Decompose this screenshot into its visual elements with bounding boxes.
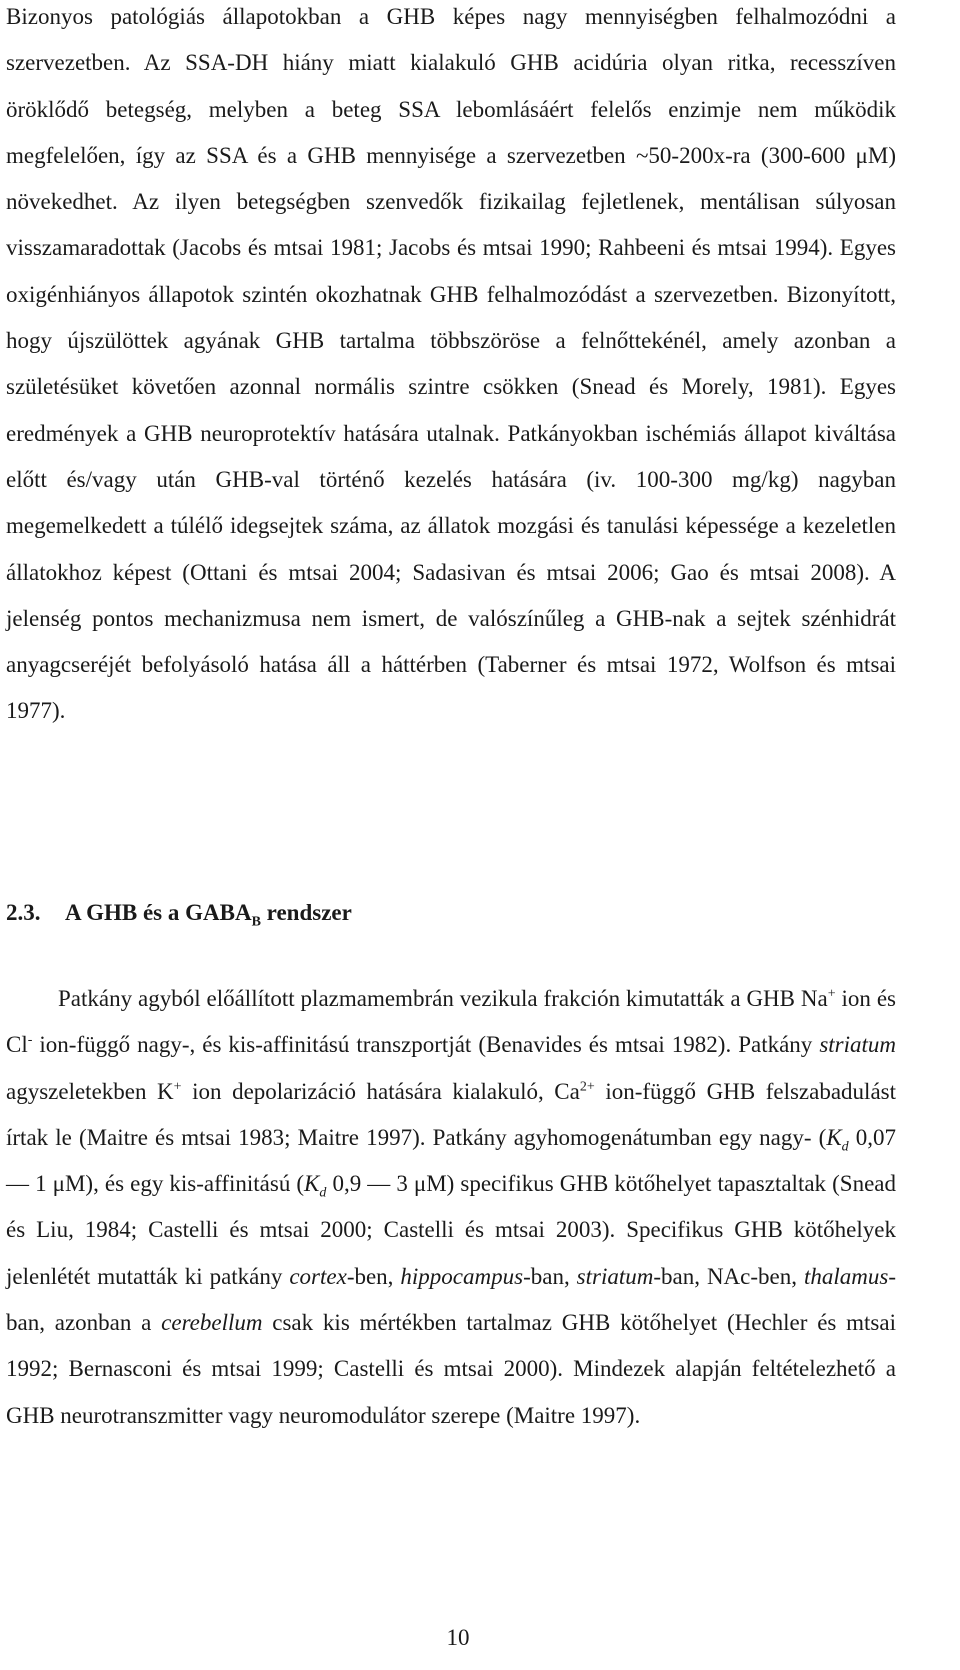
italic-term: cerebellum bbox=[161, 1310, 263, 1336]
superscript: 2+ bbox=[579, 1078, 595, 1094]
section-title-subscript: B bbox=[251, 914, 261, 930]
italic-term: striatum bbox=[819, 1032, 896, 1058]
text-run: 0,07 — 1 μM), és egy kis-affinitású ( bbox=[6, 1124, 897, 1197]
section-title-end: rendszer bbox=[260, 900, 352, 925]
italic-symbol: K bbox=[826, 1124, 842, 1150]
page-number: 10 bbox=[446, 1625, 470, 1650]
text-run: ion-függő GHB felszabadulást írtak le (Maitre és mtsai 1983; Maitre 1997). Patkány agyhomogenátumban egy nagy- ( bbox=[6, 1078, 896, 1150]
italic-term: hippocampus bbox=[400, 1263, 524, 1289]
text-run: ion depolarizáció hatására kialakuló, Ca bbox=[181, 1078, 580, 1104]
text-run: Patkány agyból előállított plazmamembrán vezikula frakción kimutatták a GHB Na bbox=[58, 986, 828, 1011]
section-heading bbox=[6, 898, 896, 928]
italic-subscript: d bbox=[319, 1185, 327, 1201]
italic-term: cortex bbox=[289, 1263, 347, 1289]
text-run: 0,9 — 3 μM) specifikus GHB kötőhelyet tapasztaltak (Snead és Liu, 1984; Castelli és mtsai 2000; Castelli és mtsai 2003). Specifikus GHB kötőhelyek jelenlétét mutatták ki patkány bbox=[6, 1171, 896, 1289]
text-run: -ben, bbox=[346, 1263, 401, 1289]
text-run: csak kis mértékben tartalmaz GHB kötőhelyet (Hechler és mtsai 1992; Bernasconi és mtsai 1999; Castelli és mtsai 2000). Mindezek alapján feltételezhető a GHB neurotranszmitter vagy neuromodulátor szerepe (Maitre 1997). bbox=[6, 1310, 896, 1428]
paragraph-ghb-binding bbox=[6, 976, 896, 1439]
text-run: -ban, azonban a bbox=[6, 1263, 896, 1336]
italic-term: striatum bbox=[576, 1263, 654, 1289]
italic-symbol: K bbox=[304, 1171, 320, 1197]
paragraph-text: Bizonyos patológiás állapotokban a GHB képes nagy mennyiségben felhalmozódni a szervezetben. Az SSA-DH hiány miatt kialakuló GHB acidúria olyan ritka, recesszíven öröklődő betegség, melyben a beteg SSA lebomlásáért felelős enzimje nem működik megfelelően, így az SSA és a GHB mennyisége a szervezetben ~50-200x-ra (300-600 μM) növekedhet. Az ilyen betegségben szenvedők fizikailag fejletlenek, mentálisan súlyosan visszamaradottak (Jacobs és mtsai 1981; Jacobs és mtsai 1990; Rahbeeni és mtsai 1994). Egyes oxigénhiányos állapotok szintén okozhatnak GHB felhalmozódást a szervezetben. Bizonyított, hogy újszülöttek agyának GHB tartalma többszöröse a felnőttekénél, amely azonban a születésüket követően azonnal normális szintre csökken (Snead és Morely, 1981). Egyes eredmények a GHB neuroprotektív hatására utalnak. Patkányokban ischémiás állapot kiváltása előtt és/vagy után GHB-val történő kezelés hatására (iv. 100-300 mg/kg) nagyban megemelkedett a túlélő idegsejtek száma, az állatok mozgási és tanulási képessége a kezeletlen állatokhoz képest (Ottani és mtsai 2004; Sadasivan és mtsai 2006; Gao és mtsai 2008). A jelenség pontos mechanizmusa nem ismert, de valószínűleg a GHB-nak a sejtek szénhidrát anyagcseréjét befolyásoló hatása áll a háttérben (Taberner és mtsai 1972, Wolfson és mtsai 1977). bbox=[6, 4, 896, 724]
superscript: - bbox=[27, 1032, 33, 1048]
superscript: + bbox=[827, 986, 836, 1002]
text-run: ion és Cl bbox=[6, 986, 896, 1058]
text-run: agyszeletekben K bbox=[6, 1078, 174, 1104]
paragraph-ghb-pathology bbox=[6, 0, 896, 735]
italic-term: thalamus bbox=[803, 1263, 889, 1289]
italic-subscript: d bbox=[841, 1139, 849, 1155]
text-run: -ban, NAc-ben, bbox=[653, 1263, 804, 1289]
superscript: + bbox=[173, 1078, 182, 1094]
text-run: ion-függő nagy-, és kis-affinitású transzportját (Benavides és mtsai 1982). Patkány bbox=[32, 1032, 820, 1058]
text-run: -ban, bbox=[523, 1263, 577, 1289]
document-page bbox=[6, 0, 896, 1670]
section-title: A GHB és a GABA bbox=[65, 900, 252, 925]
section-number: 2.3. bbox=[6, 900, 41, 925]
